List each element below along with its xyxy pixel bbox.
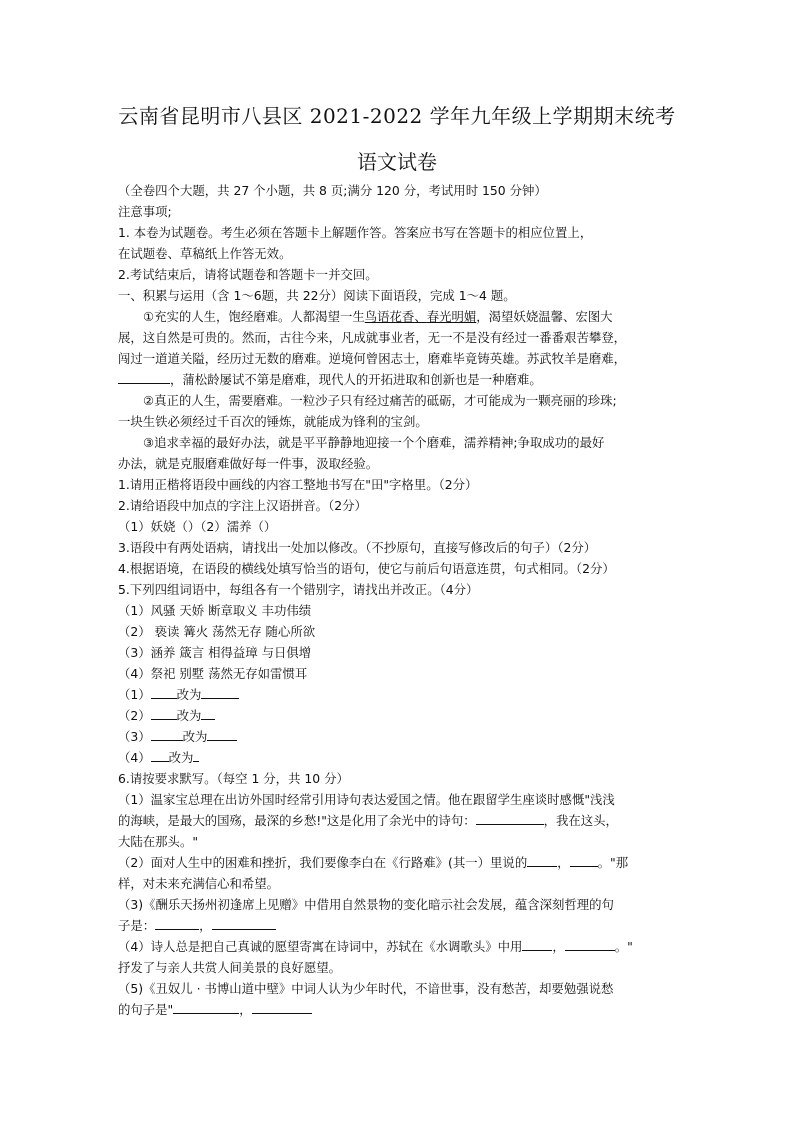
question-text: 子是：	[118, 918, 156, 933]
passage-line	[118, 369, 683, 390]
question-2: 2.请给语段中加点的字注上汉语拼音。（2分）	[118, 498, 367, 513]
passage-paragraph-3: ③追求幸福的最好办法，就是平平静静地迎接一个个磨难，濡养精神;争取成功的最好	[143, 435, 605, 450]
question-6-4	[118, 936, 683, 957]
question-text: ，	[552, 939, 565, 954]
answer-number: （3）	[118, 729, 151, 744]
question-text: ，	[557, 855, 570, 870]
underlined-phrase: 春光明媚	[426, 309, 477, 324]
answer-number: （1）	[118, 687, 151, 702]
answer-row	[118, 684, 683, 705]
answer-label: 改为	[168, 750, 194, 765]
question-text: ，我在这头，	[543, 813, 618, 828]
question-text: 。"那	[597, 855, 629, 870]
fill-blank[interactable]	[118, 369, 170, 384]
passage-line: 展，这自然是可贵的。然而，古往今来，凡成就事业者，无一不是没有经过一番番艰苦攀登，	[118, 330, 627, 345]
answer-row	[118, 747, 683, 768]
fill-blank[interactable]	[193, 747, 199, 762]
question-5-option: （3）涵养 箴言 相得益璋 与日俱增	[118, 645, 312, 660]
question-1: 1.请用正楷将语段中画线的内容工整地书写在"田"字格里。（2分）	[118, 477, 478, 492]
passage-line: 闯过一道道关隘，经历过无数的磨难。逆境何曾困志士，磨难毕竟铸英雄。苏武牧羊是磨难，	[118, 351, 627, 366]
question-5-option: （2） 亵读 篝火 荡然无存 随心所欲	[118, 624, 316, 639]
underlined-phrase: 鸟语花香	[364, 309, 415, 324]
fill-blank[interactable]	[151, 684, 177, 699]
question-3: 3.语段中有两处语病，请找出一处加以修改。（不抄原句，直接写修改后的句子）（2分）	[118, 540, 597, 555]
passage-text: ，蒲松龄屡试不第是磨难，现代人的开拓进取和创新也是一种磨难。	[170, 372, 542, 387]
question-5: 5.下列四组词语中，每组各有一个错别字，请找出并改正。（4分）	[118, 582, 479, 597]
question-text: （2）面对人生中的困难和挫折，我们要像李白在《行路难》(其一）里说的	[118, 855, 528, 870]
fill-blank[interactable]	[565, 936, 615, 951]
fill-blank[interactable]	[476, 810, 544, 825]
notes-heading: 注意事项;	[118, 204, 172, 219]
answer-label: 改为	[176, 708, 202, 723]
passage-line: 一块生铁必须经过千百次的锤炼，就能成为锋利的宝剑。	[118, 414, 428, 429]
answer-number: （2）	[118, 708, 151, 723]
answer-label: 改为	[182, 729, 208, 744]
question-text: 的句子是"	[118, 1002, 174, 1017]
fill-blank[interactable]	[522, 936, 552, 951]
answer-row	[118, 705, 683, 726]
fill-blank[interactable]	[201, 684, 239, 699]
question-6-3: （3)《酬乐天扬州初逢席上见赠》中借用自然景物的变化暗示社会发展，蕴含深刻哲理的句	[118, 897, 614, 912]
exam-content	[118, 180, 683, 1020]
question-6: 6.请按要求默写。（每空 1 分，共 10 分）	[118, 771, 349, 786]
question-5-option: （4）祭祀 别墅 荡然无存如雷惯耳	[118, 666, 308, 681]
question-6-1: （1）温家宝总理在出访外国时经常引用诗句表达爱国之情。他在跟留学生座谈时感慨"浅浅	[118, 792, 615, 807]
fill-blank[interactable]	[201, 705, 215, 720]
question-text: ，	[199, 918, 212, 933]
underlined-separator: 、	[414, 309, 427, 324]
answer-row	[118, 726, 683, 747]
passage-paragraph-2: ②真正的人生，需要磨难。一粒沙子只有经过痛苦的砥砺，才可能成为一颗亮丽的珍珠;	[143, 393, 617, 408]
question-6-2	[118, 852, 683, 873]
question-6-5: （5)《丑奴儿 · 书博山道中壁》中词人认为少年时代，不谙世事，没有愁苦，却要勉强说愁	[118, 981, 614, 996]
exam-info: （全卷四个大题，共 27 个小题，共 8 页;满分 120 分，考试用时 150 分钟）	[118, 183, 547, 198]
note-item-1: 1. 本卷为试题卷。考生必须在答题卡上解题作答。答案应书写在答题卡的相应位置上，	[118, 225, 593, 240]
question-6-4-cont: 抒发了与亲人共赏人间美景的良好愿望。	[118, 960, 342, 975]
fill-blank[interactable]	[212, 915, 276, 930]
fill-blank[interactable]	[155, 915, 199, 930]
fill-blank[interactable]	[527, 852, 557, 867]
question-6-3-cont	[118, 915, 683, 936]
page-subtitle: 语文试卷	[357, 150, 437, 174]
answer-number: （4）	[118, 750, 151, 765]
question-6-1-cont: 大陆在那头。"	[118, 834, 199, 849]
page-title: 云南省昆明市八县区 2021-2022 学年九年级上学期期末统考	[118, 104, 676, 128]
fill-blank[interactable]	[151, 747, 169, 762]
note-item-1-cont: 在试题卷、草稿纸上作答无效。	[118, 246, 292, 261]
fill-blank[interactable]	[570, 852, 598, 867]
question-6-5-cont	[118, 999, 683, 1020]
passage-line: 办法，就是克服磨难做好每一件事，汲取经验。	[118, 456, 379, 471]
question-text: ，	[239, 1002, 252, 1017]
question-4: 4.根据语境，在语段的横线处填写恰当的语句，使它与前后句语意连贯，句式相同。（2分）	[118, 561, 615, 576]
passage-text: ，渴望妖娆温馨、宏图大	[476, 309, 613, 324]
fill-blank[interactable]	[151, 726, 183, 741]
question-6-2-cont: 样，对未来充满信心和希望。	[118, 876, 280, 891]
question-text: （4）诗人总是把自己真诚的愿望寄寓在诗词中，苏轼在《水调歌头》中用	[118, 939, 523, 954]
question-text: 。"	[614, 939, 633, 954]
question-5-option: （1）风骚 天娇 断章取义 丰功伟绩	[118, 603, 312, 618]
question-text: 的海峡，是最大的国殇，最深的乡愁!"这是化用了余光中的诗句：	[118, 813, 476, 828]
answer-label: 改为	[176, 687, 202, 702]
question-2-items: （1）妖娆（）（2）濡养（）	[118, 519, 277, 534]
note-item-2: 2.考试结束后，请将试题卷和答题卡一并交回。	[118, 267, 378, 282]
section-heading: 一、积累与运用（含 1～6题，共 22分）阅读下面语段，完成 1～4 题。	[118, 288, 516, 303]
fill-blank[interactable]	[173, 999, 239, 1014]
passage-paragraph-1	[118, 306, 683, 327]
passage-text: ①充实的人生，饱经磨难。人都渴望一生	[143, 309, 365, 324]
question-6-1-cont	[118, 810, 683, 831]
fill-blank[interactable]	[151, 705, 177, 720]
fill-blank[interactable]	[252, 999, 312, 1014]
fill-blank[interactable]	[207, 726, 237, 741]
